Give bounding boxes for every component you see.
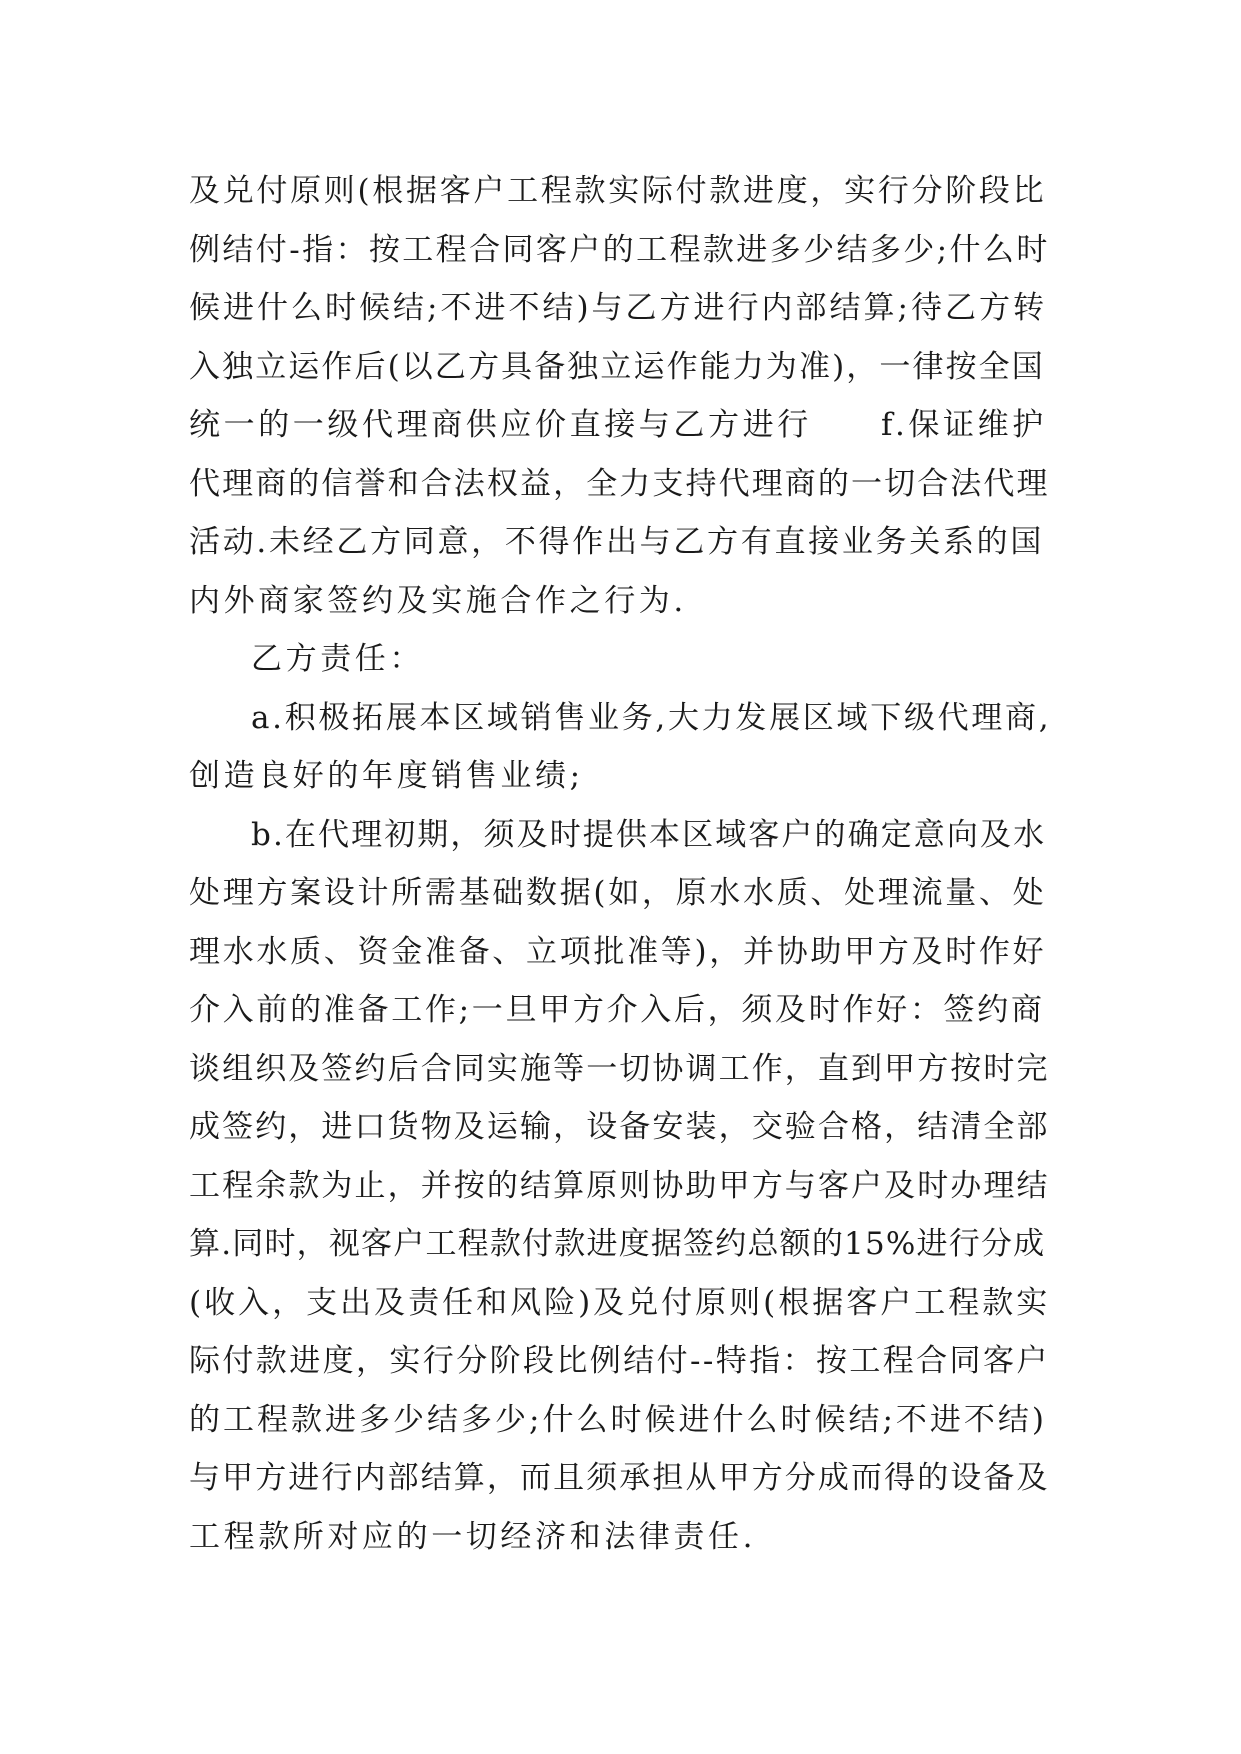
text-line: 例结付-指：按工程合同客户的工程款进多少结多少;什么时 [189,231,1050,268]
text-line: 的工程款进多少结多少;什么时候进什么时候结;不进不结) [189,1401,1047,1438]
text-line: 际付款进度，实行分阶段比例结付--特指：按工程合同客户 [189,1343,1050,1379]
text-line: 及兑付原则(根据客户工程款实际付款进度，实行分阶段比 [189,173,1047,209]
text-line: 入独立运作后(以乙方具备独立运作能力为准)，一律按全国 [189,348,1045,385]
text-line: 谈组织及签约后合同实施等一切协调工作，直到甲方按时完 [189,1050,1050,1087]
text-line: 工程余款为止，并按的结算原则协助甲方与客户及时办理结 [189,1167,1050,1204]
text-line: (收入，支出及责任和风险)及兑付原则(根据客户工程款实 [189,1284,1051,1321]
text-line: 理水水质、资金准备、立项批准等)，并协助甲方及时作好 [189,933,1047,970]
text-line: 算.同时，视客户工程款付款进度据签约总额的15%进行分成 [189,1226,1046,1262]
text-line: a.积极拓展本区域销售业务,大力发展区域下级代理商, [251,699,1052,736]
text-line: 工程款所对应的一切经济和法律责任. [189,1518,757,1555]
text-line: 代理商的信誉和合法权益，全力支持代理商的一切合法代理 [189,465,1050,502]
text-line: 内外商家签约及实施合作之行为. [189,582,687,619]
paragraph-item-b [189,806,1049,1567]
text-line: 成签约，进口货物及运输，设备安装，交验合格，结清全部 [189,1109,1050,1145]
text-line: 活动.未经乙方同意，不得作出与乙方有直接业务关系的国 [189,524,1045,560]
text-line: b.在代理初期，须及时提供本区域客户的确定意向及水 [251,816,1047,853]
text-line: 统一的一级代理商供应价直接与乙方进行 f.保证维护 [189,407,1047,443]
section-heading-party-b-duties [189,630,1049,689]
paragraph-item-a [189,689,1052,806]
paragraph-party-a-settlement [189,162,1049,630]
text-line: 乙方责任： [251,641,424,677]
text-line: 与甲方进行内部结算，而且须承担从甲方分成而得的设备及 [189,1460,1050,1496]
text-line: 创造良好的年度销售业绩; [189,758,584,794]
text-line: 处理方案设计所需基础数据(如，原水水质、处理流量、处 [189,875,1047,911]
text-line: 介入前的准备工作;一旦甲方介入后，须及时作好：签约商 [189,992,1045,1028]
document-body [189,162,1052,1566]
text-line: 候进什么时候结;不进不结)与乙方进行内部结算;待乙方转 [189,290,1047,326]
